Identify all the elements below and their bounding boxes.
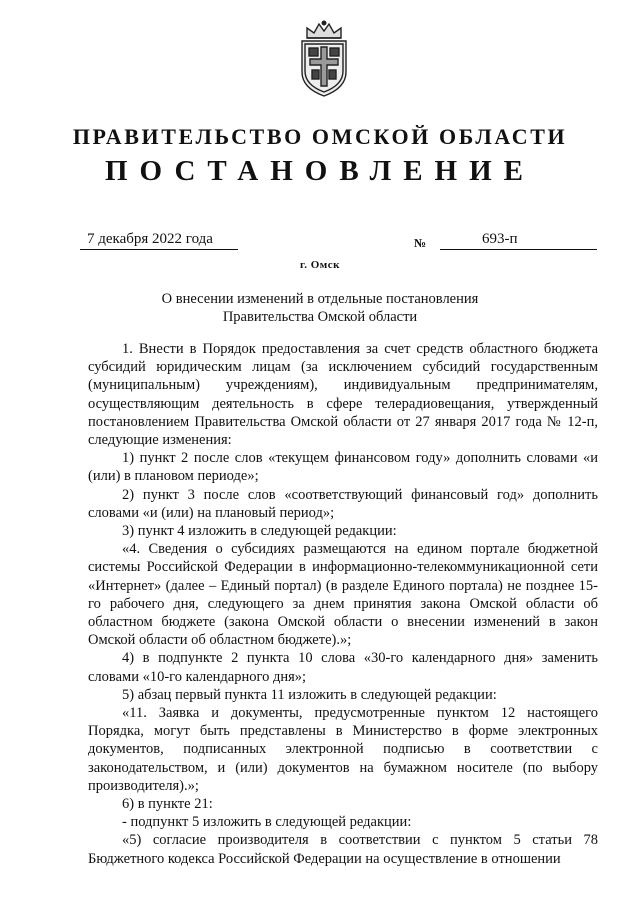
body-paragraph: 1) пункт 2 после слов «текущем финансовом году» дополнить словами «и (или) в плановом периоде»; [88,450,598,485]
document-body [88,340,598,868]
body-paragraph: 3) пункт 4 изложить в следующей редакции: [122,523,397,540]
body-paragraph: 1. Внести в Порядок предоставления за счет средств областного бюджета субсидий юридическим лицам (за исключением субсидий государственным (муниципальным) учреждениям), индивидуальным предпринимателям, осуществляющим деятельность в сфере телерадиовещания, утвержденный постановлением Правительства Омской области от 27 января 2017 года № 12-п, следующие изменения: [88,341,598,449]
document-date: 7 декабря 2022 года [87,231,213,247]
body-paragraph: «11. Заявка и документы, предусмотренные пунктом 12 настоящего Порядка, могут быть представлены в Министерство в форме электронных документов, подписанных электронной подписью в соответствии с законодательством, и (или) документов на бумажном носителе (по выбору производителя).»; [88,705,598,794]
body-paragraph: «4. Сведения о субсидиях размещаются на едином портале бюджетной системы Российской Федерации в информационно-телекоммуникационной сети «Интернет» (далее – Единый портал) (в разделе Единого портала) не позднее 15-го рабочего дня, следующего за днем принятия закона Омской области об областном бюджете (закона Омской области о внесении изменений в закон Омской области об областном бюджете).»; [88,541,598,649]
body-paragraph: «5) согласие производителя в соответствии с пунктом 5 статьи 78 Бюджетного кодекса Российской Федерации на осуществление в отношении [88,832,598,867]
number-label: № [414,236,427,250]
number-field [440,231,597,250]
subject-line: Правительства Омской области [222,309,418,325]
city-name: г. Омск [299,259,341,271]
body-paragraph: 4) в подпункте 2 пункта 10 слова «30-го календарного дня» заменить словами «10-го календарного дня»; [88,650,598,685]
document-subject [130,290,510,326]
document-number: 693-п [482,231,518,247]
body-paragraph: 2) пункт 3 после слов «соответствующий финансовый год» дополнить словами «и (или) на плановый период»; [88,486,598,521]
coat-of-arms-icon [295,20,353,98]
organization-title: ПРАВИТЕЛЬСТВО ОМСКОЙ ОБЛАСТИ [72,124,568,149]
body-paragraph: 5) абзац первый пункта 11 изложить в следующей редакции: [122,686,497,703]
date-field [80,231,238,250]
subject-line: О внесении изменений в отдельные постановления [161,291,479,307]
document-type: ПОСТАНОВЛЕНИЕ [104,155,535,187]
body-paragraph: 6) в пункте 21: [122,796,213,813]
body-paragraph: - подпункт 5 изложить в следующей редакции: [122,814,412,831]
